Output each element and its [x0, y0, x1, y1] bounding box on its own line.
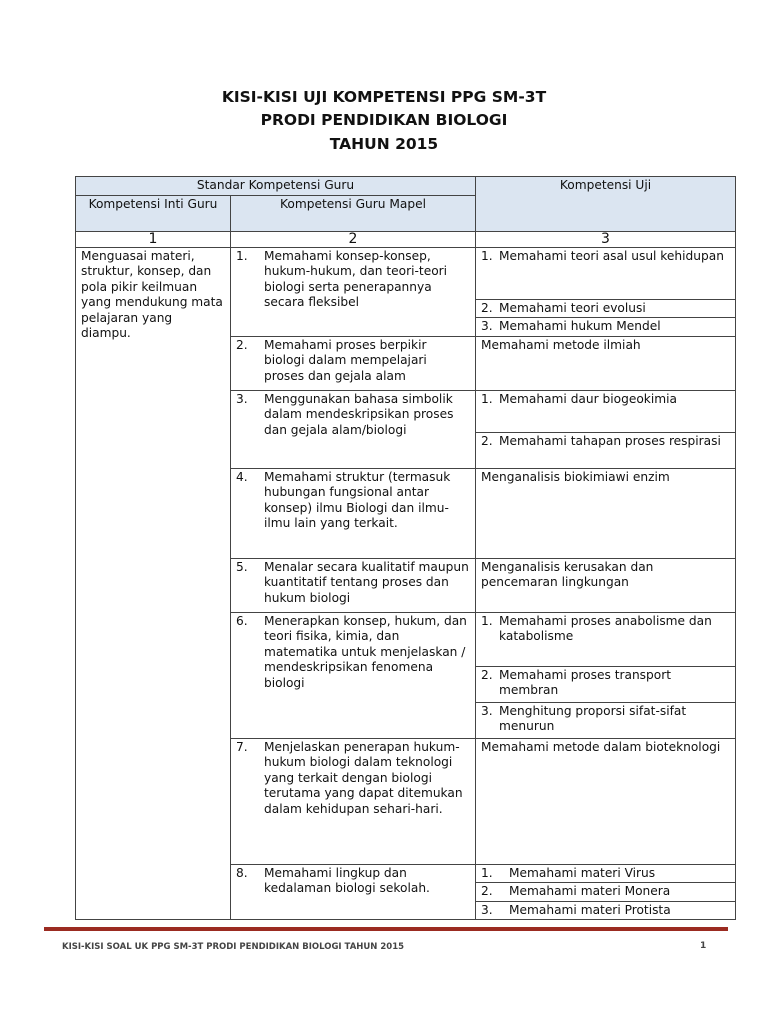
uji-text: Menghitung proporsi sifat-sifat menurun	[499, 703, 687, 733]
uji-number: 2.	[481, 300, 493, 315]
column-number-1: 1	[76, 231, 231, 247]
uji-text: Memahami metode ilmiah	[481, 337, 641, 352]
mapel-text: Menerapkan konsep, hukum, dan teori fisika, kimia, dan matematika untuk menjelaskan / mendeskripsikan fenomena biologi	[264, 613, 467, 690]
uji-cell	[476, 247, 736, 299]
uji-cell	[476, 318, 736, 337]
uji-text: Menganalisis kerusakan dan pencemaran lingkungan	[481, 559, 654, 589]
doc-title-line-2: PRODI PENDIDIKAN BIOLOGI	[260, 111, 508, 129]
uji-cell	[476, 738, 736, 864]
mapel-cell-3	[231, 390, 476, 468]
uji-number: 1.	[481, 248, 493, 263]
mapel-number: 5.	[236, 559, 248, 574]
uji-number: 1.	[481, 865, 493, 880]
mapel-cell-6	[231, 612, 476, 738]
uji-number: 2.	[481, 884, 493, 898]
uji-text: Memahami teori asal usul kehidupan	[499, 248, 724, 263]
doc-title-line-1: KISI-KISI UJI KOMPETENSI PPG SM-3T	[221, 88, 547, 106]
mapel-number: 3.	[236, 391, 248, 406]
footer-text: KISI-KISI SOAL UK PPG SM-3T PRODI PENDIDIKAN BIOLOGI TAHUN 2015	[62, 942, 405, 952]
mapel-cell-7	[231, 738, 476, 864]
uji-number: 3.	[481, 319, 493, 333]
mapel-cell-1	[231, 247, 476, 336]
column-number-3: 3	[476, 231, 736, 247]
uji-text: Memahami proses transport membran	[499, 667, 672, 697]
uji-cell	[476, 468, 736, 558]
uji-text: Memahami materi Monera	[509, 884, 671, 898]
mapel-number: 8.	[236, 865, 248, 880]
mapel-cell-2	[231, 336, 476, 390]
uji-text: Memahami hukum Mendel	[499, 319, 661, 333]
uji-cell	[476, 901, 736, 920]
mapel-text: Menjelaskan penerapan hukum-hukum biologi dalam teknologi yang terkait dengan biologi terutama yang dapat ditemukan dalam kehidupan sehari-hari.	[264, 739, 463, 816]
uji-cell	[476, 299, 736, 318]
uji-cell	[476, 702, 736, 738]
uji-text: Memahami teori evolusi	[499, 300, 646, 315]
uji-cell	[476, 864, 736, 883]
footer-divider	[44, 927, 728, 931]
column-number-2: 2	[231, 231, 476, 247]
uji-text: Menganalisis biokimiawi enzim	[481, 469, 670, 484]
mapel-number: 2.	[236, 337, 248, 352]
uji-number: 1.	[481, 391, 493, 406]
mapel-number: 7.	[236, 739, 248, 754]
mapel-cell-4	[231, 468, 476, 558]
uji-number: 1.	[481, 613, 493, 628]
uji-number: 2.	[481, 667, 493, 682]
uji-number: 2.	[481, 433, 493, 448]
mapel-text: Menggunakan bahasa simbolik dalam mendeskripsikan proses dan gejala alam/biologi	[264, 391, 454, 437]
mapel-number: 4.	[236, 469, 248, 484]
uji-cell	[476, 883, 736, 902]
page-number: 1	[700, 941, 707, 951]
uji-text: Memahami materi Protista	[509, 902, 671, 917]
mapel-text: Memahami struktur (termasuk hubungan fungsional antar konsep) ilmu Biologi dan ilmu-ilmu lain yang terkait.	[264, 469, 451, 530]
uji-number: 3.	[481, 902, 493, 917]
mapel-text: Menalar secara kualitatif maupun kuantitatif tentang proses dan hukum biologi	[264, 559, 469, 605]
doc-title-line-3: TAHUN 2015	[329, 135, 439, 153]
uji-number: 3.	[481, 703, 493, 718]
mapel-cell-5	[231, 558, 476, 612]
uji-cell	[476, 612, 736, 666]
mapel-text: Memahami konsep-konsep, hukum-hukum, dan teori-teori biologi serta penerapannya secara fleksibel	[264, 248, 448, 309]
mapel-cell-8	[231, 864, 476, 920]
uji-cell	[476, 666, 736, 702]
mapel-number: 6.	[236, 613, 248, 628]
uji-text: Memahami materi Virus	[509, 865, 656, 880]
uji-cell	[476, 390, 736, 432]
header-kompetensi-uji: Kompetensi Uji	[476, 177, 736, 232]
mapel-text: Memahami lingkup dan kedalaman biologi sekolah.	[264, 865, 430, 895]
uji-text: Memahami proses anabolisme dan katabolisme	[499, 613, 712, 643]
uji-cell	[476, 558, 736, 612]
uji-cell	[476, 336, 736, 390]
mapel-number: 1.	[236, 248, 248, 263]
uji-text: Memahami metode dalam bioteknologi	[481, 739, 721, 754]
kompetensi-inti-text: Menguasai materi, struktur, konsep, dan pola pikir keilmuan yang mendukung mata pelajaran yang diampu.	[81, 248, 223, 340]
header-kompetensi-inti: Kompetensi Inti Guru	[76, 195, 231, 231]
uji-text: Memahami tahapan proses respirasi	[499, 433, 721, 448]
uji-text: Memahami daur biogeokimia	[499, 391, 677, 406]
uji-cell	[476, 432, 736, 468]
mapel-text: Memahami proses berpikir biologi dalam mempelajari proses dan gejala alam	[264, 337, 427, 383]
kompetensi-inti-cell	[76, 247, 231, 920]
kisi-kisi-table	[75, 176, 736, 920]
header-standar-kompetensi: Standar Kompetensi Guru	[76, 177, 476, 196]
header-kompetensi-mapel: Kompetensi Guru Mapel	[231, 195, 476, 231]
